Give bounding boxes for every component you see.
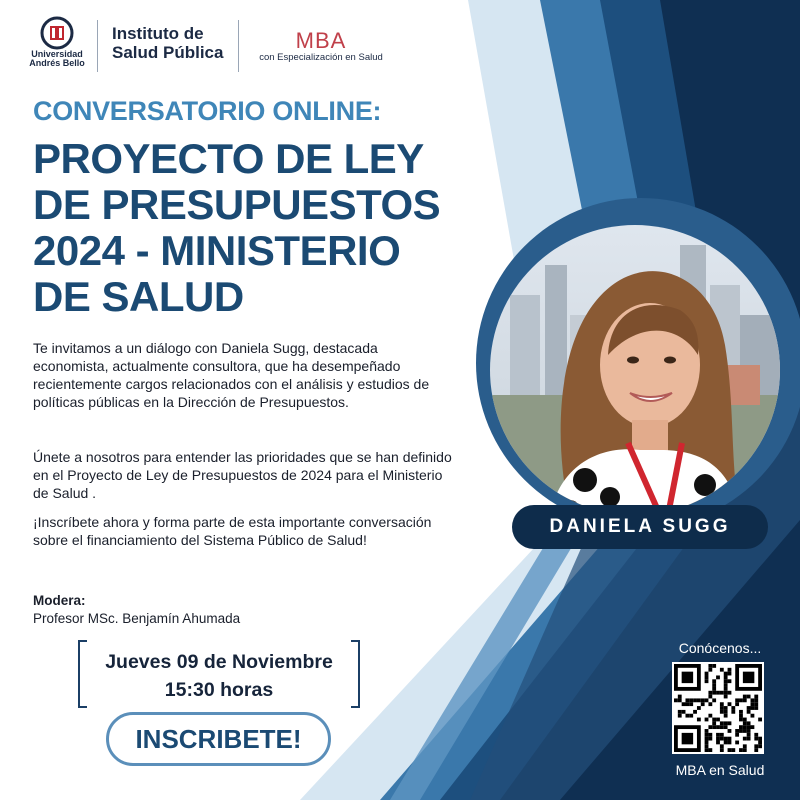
register-button[interactable]: INSCRIBETE! bbox=[106, 712, 331, 766]
description-paragraph: Únete a nosotros para entender las prioridades que se han definido en el Proyecto de Ley de Presupuestos de 2024 para el Ministerio de Salud . bbox=[33, 449, 452, 501]
moderator-block bbox=[33, 592, 240, 628]
event-datetime bbox=[78, 640, 360, 708]
event-kicker: CONVERSATORIO ONLINE: bbox=[33, 96, 382, 126]
speaker-photo bbox=[490, 225, 780, 515]
qr-caption: MBA en Salud bbox=[675, 762, 765, 778]
event-title-line: DE SALUD bbox=[33, 273, 244, 320]
institute-name bbox=[112, 24, 223, 62]
university-seal-icon bbox=[40, 16, 74, 50]
program-title: MBA bbox=[295, 28, 347, 53]
description-paragraph: ¡Inscríbete ahora y forma parte de esta importante conversación sobre el financiamiento del Sistema Público de Salud! bbox=[33, 514, 432, 548]
event-title-line: 2024 - MINISTERIO bbox=[33, 227, 401, 274]
program-subtitle: con Especialización en Salud bbox=[259, 52, 383, 63]
moderator-name: Profesor MSc. Benjamín Ahumada bbox=[33, 611, 241, 626]
institute-name-line1: Instituto de bbox=[112, 24, 204, 43]
description-paragraph: Te invitamos a un diálogo con Daniela Sugg, destacada economista, actualmente consultora, que ha desempeñado recientemente cargos relacionados con el análisis y estudios de políticas públicas en la Dirección de Presupuestos. bbox=[33, 340, 430, 410]
qr-code-icon bbox=[672, 662, 764, 754]
speaker-name: DANIELA SUGG bbox=[512, 505, 768, 549]
university-logo bbox=[22, 16, 92, 68]
header-divider bbox=[97, 20, 98, 72]
event-title bbox=[33, 136, 440, 320]
event-title-line: DE PRESUPUESTOS bbox=[33, 181, 441, 228]
event-time: 15:30 horas bbox=[164, 679, 274, 701]
university-name-line2: Andrés Bello bbox=[29, 58, 85, 68]
institute-name-line2: Salud Pública bbox=[112, 43, 224, 62]
event-date: Jueves 09 de Noviembre bbox=[105, 651, 333, 673]
social-label: Conócenos... bbox=[678, 640, 762, 656]
qr-code[interactable] bbox=[672, 662, 764, 754]
moderator-label: Modera: bbox=[33, 593, 86, 608]
university-name-line1: Universidad bbox=[31, 49, 83, 59]
event-title-line: PROYECTO DE LEY bbox=[33, 135, 424, 182]
header-divider bbox=[238, 20, 239, 72]
program-logo bbox=[256, 30, 386, 63]
